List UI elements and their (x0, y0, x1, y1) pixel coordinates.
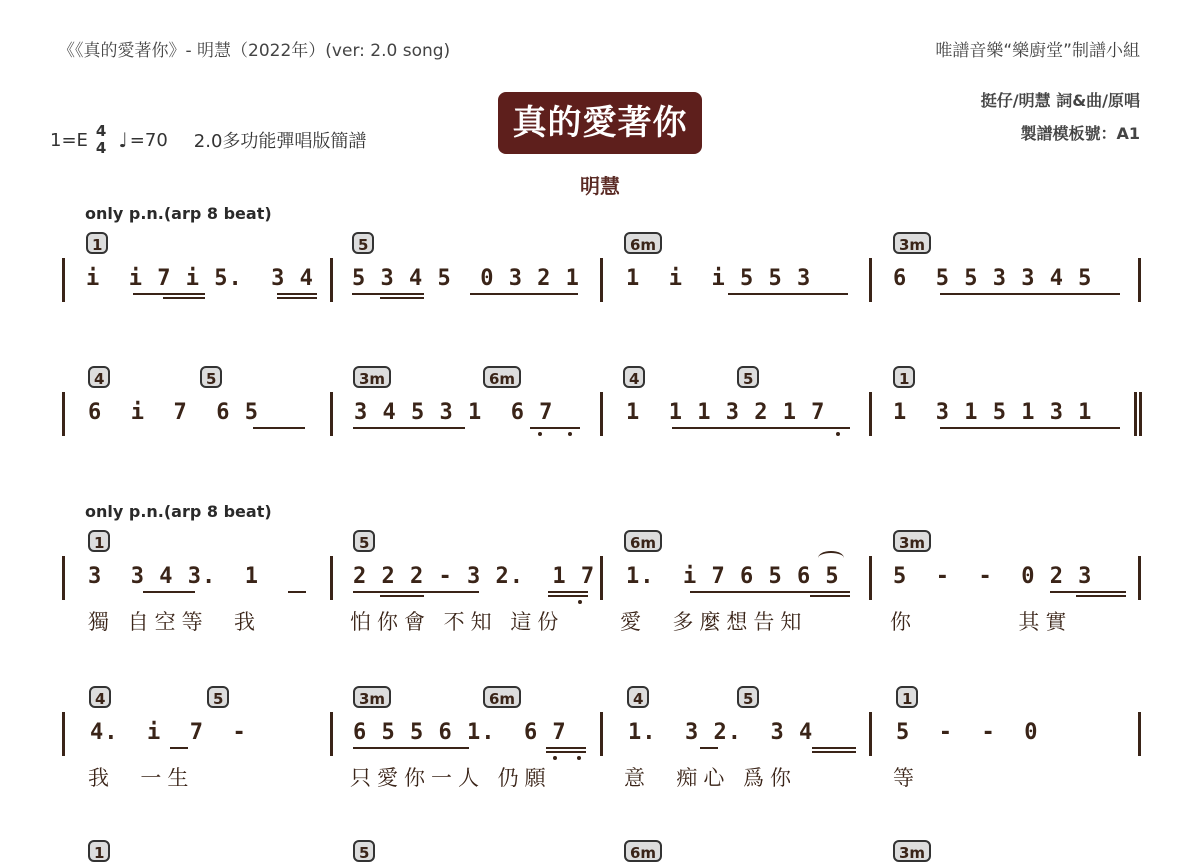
measure: 5 - - 0 2 3 (893, 564, 1093, 589)
beam-line (380, 595, 424, 597)
slur-mark (818, 551, 844, 565)
lyric-line: 獨 自空等 我 (88, 610, 262, 634)
beam-line (353, 591, 479, 593)
barline (62, 712, 65, 756)
beam-line (672, 427, 850, 429)
chord-marker: 5 (353, 530, 375, 552)
measure: 1. i 7 6 5 6 5 (626, 564, 840, 589)
low-octave-dot (578, 600, 582, 604)
measure: 5 - - 0 (896, 720, 1039, 745)
barline (1138, 712, 1141, 756)
measure: 6 5 5 6 1. 6 7 (353, 720, 567, 745)
measure: 4. i 7 - (90, 720, 247, 745)
beam-line (546, 747, 586, 749)
chord-marker: 1 (896, 686, 918, 708)
measure: 6 i 7 6 5 (88, 400, 259, 425)
beam-line (940, 427, 1120, 429)
chord-marker: 3m (353, 366, 391, 388)
artist-name: 明慧 (580, 174, 620, 198)
time-signature (96, 123, 106, 157)
chord-marker: 5 (207, 686, 229, 708)
chord-marker: 5 (353, 840, 375, 862)
barline (869, 258, 872, 302)
lyric-line: 等 (893, 766, 920, 790)
barline (62, 258, 65, 302)
tempo: =70 (129, 129, 168, 151)
chord-marker: 6m (624, 840, 662, 862)
barline (869, 556, 872, 600)
chord-marker: 5 (737, 686, 759, 708)
beam-line (353, 747, 469, 749)
beam-line (1050, 591, 1126, 593)
beam-line (277, 297, 317, 299)
lyric-line: 我 一生 (88, 766, 195, 790)
beam-line (728, 293, 848, 295)
low-octave-dot (836, 432, 840, 436)
version-note: 2.0多功能彈唱版簡譜 (193, 131, 367, 152)
lyric-line: 愛 多麼想告知 (620, 610, 808, 634)
beam-line (133, 293, 205, 295)
barline (600, 392, 603, 436)
chord-marker: 4 (623, 366, 645, 388)
low-octave-dot (553, 756, 557, 760)
barline (600, 712, 603, 756)
chord-marker: 3m (353, 686, 391, 708)
chord-marker: 1 (893, 366, 915, 388)
chord-marker: 3m (893, 232, 931, 254)
beam-line (700, 747, 718, 749)
quarter-note-icon: ♩ (118, 128, 128, 152)
measure: 5 3 4 5 0 3 2 1 (352, 266, 580, 291)
beam-line (253, 427, 305, 429)
beam-line (812, 751, 856, 753)
measure: 3 4 5 3 1 6 7 (354, 400, 554, 425)
chord-marker: 3m (893, 530, 931, 552)
chord-marker: 4 (89, 686, 111, 708)
lyric-line: 意 痴心 爲你 (624, 766, 798, 790)
measure: 3 3 4 3. 1 (88, 564, 259, 589)
beam-line (143, 591, 195, 593)
beam-line (170, 747, 188, 749)
beam-line (548, 595, 588, 597)
song-info: 《《真的愛著你》- 明慧（2022年）(ver: 2.0 song) (58, 41, 451, 61)
final-double-barline (1134, 392, 1142, 436)
measure: 1 i i 5 5 3 (626, 266, 812, 291)
barline (869, 392, 872, 436)
chord-marker: 5 (352, 232, 374, 254)
barline (330, 392, 333, 436)
beam-line (812, 747, 856, 749)
template-number: 製譜模板號：A1 (1020, 124, 1140, 143)
barline (330, 712, 333, 756)
beam-line (352, 293, 424, 295)
low-octave-dot (538, 432, 542, 436)
beam-line (353, 427, 465, 429)
beam-line (546, 751, 586, 753)
chord-marker: 1 (86, 232, 108, 254)
key-signature-line (50, 123, 366, 157)
measure: 1. 3 2. 3 4 (628, 720, 814, 745)
chord-marker: 6m (483, 686, 521, 708)
chord-marker: 1 (88, 840, 110, 862)
lyric-line: 你 其實 (890, 610, 1073, 634)
chord-marker: 4 (627, 686, 649, 708)
beam-line (277, 293, 317, 295)
chord-marker: 6m (624, 530, 662, 552)
beam-line (1076, 595, 1126, 597)
chord-marker: 4 (88, 366, 110, 388)
low-octave-dot (577, 756, 581, 760)
chord-marker: 5 (200, 366, 222, 388)
beam-line (470, 293, 578, 295)
chord-marker: 5 (737, 366, 759, 388)
barline (600, 258, 603, 302)
barline (330, 258, 333, 302)
lyric-line: 只愛你一人 仍願 (350, 766, 552, 790)
beam-line (690, 591, 850, 593)
credit: 挺仔/明慧 詞&曲/原唱 (980, 91, 1140, 110)
beam-line (288, 591, 306, 593)
verse-label: only p.n.(arp 8 beat) (85, 502, 272, 521)
barline (330, 556, 333, 600)
measure: 2 2 2 - 3 2. 1 7 (353, 564, 596, 589)
beam-line (548, 591, 588, 593)
beam-line (940, 293, 1120, 295)
chord-marker: 3m (893, 840, 931, 862)
chord-marker: 6m (483, 366, 521, 388)
chord-marker: 6m (624, 232, 662, 254)
intro-label: only p.n.(arp 8 beat) (85, 204, 272, 223)
beam-line (530, 427, 580, 429)
time-bottom: 4 (95, 139, 107, 157)
lyric-line: 怕你會 不知 這份 (350, 610, 565, 634)
barline (600, 556, 603, 600)
barline (1138, 556, 1141, 600)
song-title: 真的愛著你 (498, 92, 702, 154)
barline (1138, 258, 1141, 302)
barline (62, 556, 65, 600)
beam-line (380, 297, 424, 299)
key: 1=E (50, 129, 88, 151)
measure: 1 1 1 3 2 1 7 (626, 400, 826, 425)
publisher: 唯譜音樂“樂廚堂”制譜小組 (935, 41, 1140, 61)
beam-line (810, 595, 850, 597)
measure: 6 5 5 3 3 4 5 (893, 266, 1093, 291)
barline (869, 712, 872, 756)
low-octave-dot (568, 432, 572, 436)
chord-marker: 1 (88, 530, 110, 552)
measure: i i 7 i 5. 3 4 (86, 266, 314, 291)
barline (62, 392, 65, 436)
measure: 1 3 1 5 1 3 1 (893, 400, 1093, 425)
time-top: 4 (95, 122, 107, 140)
beam-line (163, 297, 205, 299)
